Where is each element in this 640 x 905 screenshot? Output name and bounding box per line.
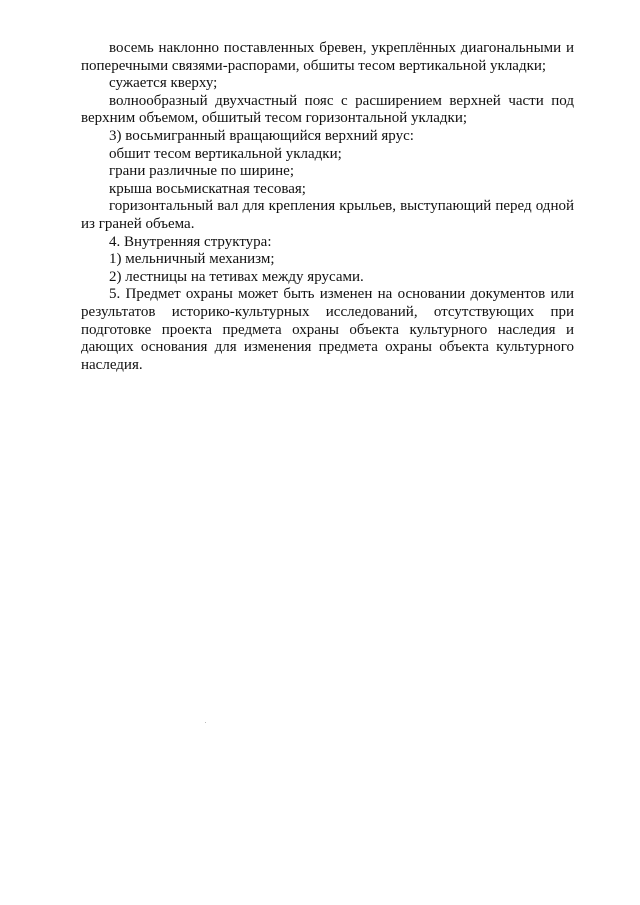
paragraph-stairs: 2) лестницы на тетивах между ярусами. [109,268,364,285]
scan-speck [205,722,206,723]
paragraph-logs-description: восемь наклонно поставленных бревен, укреплённых диагональными и поперечными связями-распорами, обшиты тесом вертикальной укладки; [81,40,574,74]
paragraph-mill-mechanism: 1) мельничный механизм; [109,251,275,268]
paragraph-protection-subject-change: 5. Предмет охраны может быть изменен на основании документов или результатов историко-культурных исследований, отсутствующих при подготовке проекта предмета охраны объекта культурного наследия и дающих основания для изменения предмета охраны объекта культурного наследия. [81,286,574,373]
document-body [81,40,574,374]
paragraph-faces-width: грани различные по ширине; [109,163,295,180]
paragraph-internal-structure-heading: 4. Внутренняя структура: [109,233,272,250]
paragraph-vertical-boarding: обшит тесом вертикальной укладки; [109,145,342,162]
paragraph-wing-shaft: горизонтальный вал для крепления крыльев, выступающий перед одной из граней объема. [81,198,574,232]
paragraph-upper-tier-heading: 3) восьмигранный вращающийся верхний ярус: [109,127,414,144]
paragraph-tapers-upward: сужается кверху; [109,75,218,92]
paragraph-wavy-belt: волнообразный двухчастный пояс с расширением верхней части под верхним объемом, обшитый тесом горизонтальной укладки; [81,92,574,127]
paragraph-roof: крыша восьмискатная тесовая; [109,180,306,197]
